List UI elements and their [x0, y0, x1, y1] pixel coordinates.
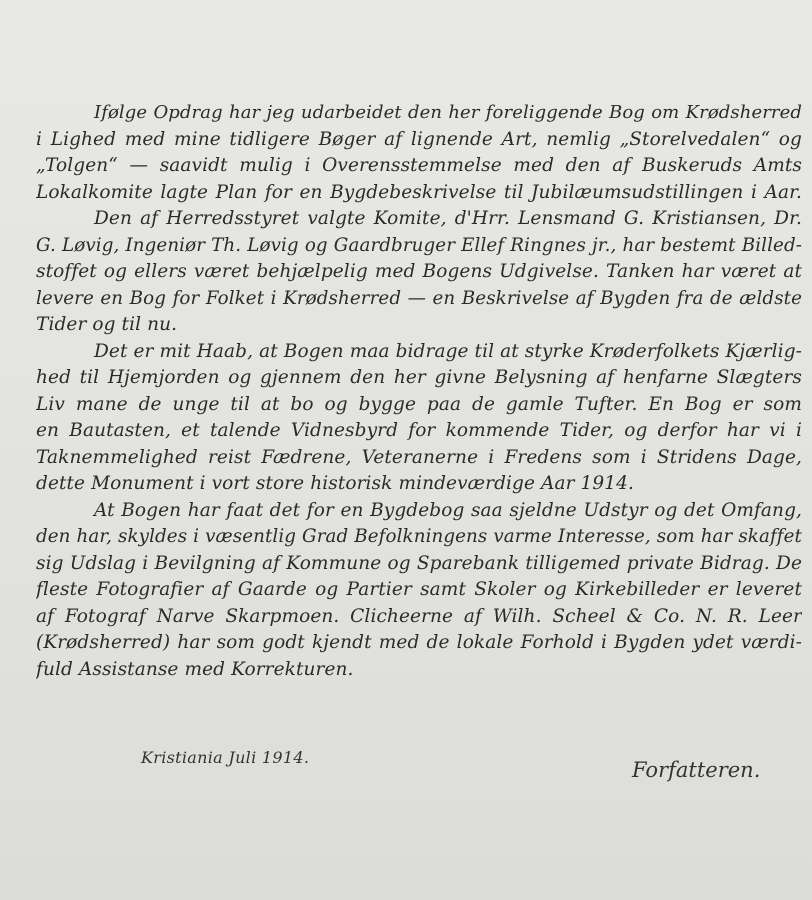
paragraph-1-line-4: Lokalkomite lagte Plan for en Bygdebeskrivelse til Jubilæumsudstillingen i Aar.	[36, 181, 802, 203]
paragraph-4-line-4: fleste Fotografier af Gaarde og Partier samt Skoler og Kirkebilleder er leveret	[36, 579, 802, 600]
paragraph-3-line-2: hed til Hjemjorden og gjennem den her givne Belysning af henfarne Slægters	[36, 367, 802, 388]
preface-text	[36, 100, 802, 683]
paragraph-3-line-6: dette Monument i vort store historisk mindeværdige Aar 1914.	[36, 473, 634, 494]
place-date: Kristiania Juli 1914.	[141, 748, 310, 767]
paragraph-2-line-3: stoffet og ellers været behjælpelig med Bogens Udgivelse. Tanken har været at	[36, 261, 802, 282]
author-signature: Forfatteren.	[632, 758, 761, 782]
paragraph-1-line-3: „Tolgen“ — saavidt mulig i Overensstemmelse med den af Buskeruds Amts	[36, 155, 802, 176]
paragraph-4-line-3: sig Udslag i Bevilgning af Kommune og Sparebank tilligemed private Bidrag. De	[36, 552, 802, 574]
paragraph-3-line-5: Taknemmelighed reist Fædrene, Veteranerne i Fredens som i Stridens Dage,	[36, 446, 802, 468]
paragraph-1-line-1: Ifølge Opdrag har jeg udarbeidet den her foreliggende Bog om Krødsherred	[94, 102, 802, 123]
paragraph-3-line-1: Det er mit Haab, at Bogen maa bidrage til at styrke Krøderfolkets Kjærlig-	[94, 340, 802, 362]
paragraph-4-line-7: fuld Assistanse med Korrekturen.	[36, 658, 354, 680]
paragraph-4-line-6: (Krødsherred) har som godt kjendt med de lokale Forhold i Bygden ydet værdi-	[36, 632, 802, 653]
paragraph-3-line-4: en Bautasten, et talende Vidnesbyrd for kommende Tider, og derfor har vi i	[36, 420, 802, 441]
paragraph-2-line-2: G. Løvig, Ingeniør Th. Løvig og Gaardbruger Ellef Ringnes jr., har bestemt Billed-	[36, 234, 802, 256]
paragraph-2-line-4: levere en Bog for Folket i Krødsherred — en Beskrivelse af Bygden fra de ældste	[36, 287, 802, 309]
paragraph-2-line-5: Tider og til nu.	[36, 314, 178, 335]
paragraph-3-line-3: Liv mane de unge til at bo og bygge paa de gamle Tufter. En Bog er som	[36, 393, 802, 415]
paragraph-1-line-2: i Lighed med mine tidligere Bøger af lignende Art, nemlig „Storelvedalen“ og	[36, 128, 802, 150]
paragraph-2-line-1: Den af Herredsstyret valgte Komite, d'Hrr. Lensmand G. Kristiansen, Dr.	[94, 208, 802, 229]
paragraph-4-line-5: af Fotograf Narve Skarpmoen. Clicheerne af Wilh. Scheel & Co. N. R. Leer	[36, 605, 802, 627]
paragraph-4-line-2: den har, skyldes i væsentlig Grad Befolkningens varme Interesse, som har skaffet	[36, 526, 802, 547]
paragraph-4-line-1: At Bogen har faat det for en Bygdebog saa sjeldne Udstyr og det Omfang,	[94, 499, 802, 521]
